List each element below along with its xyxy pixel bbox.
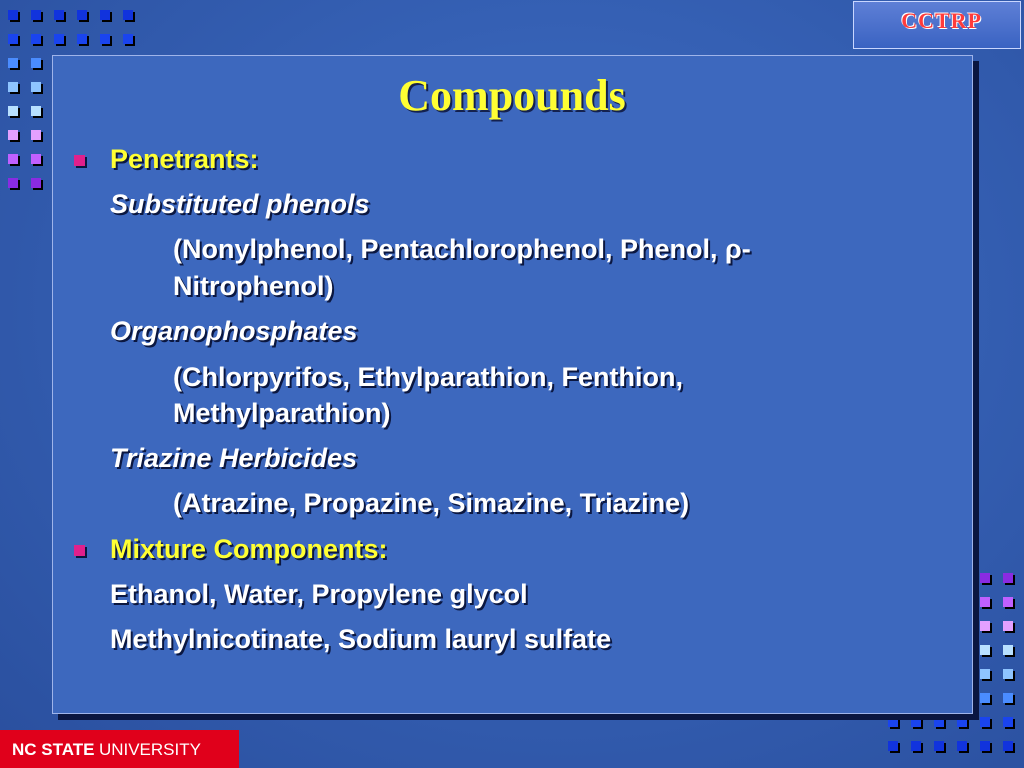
decorative-square [934,741,944,751]
mixture-line-1: Ethanol, Water, Propylene glycol [110,579,528,609]
decorative-square [8,58,18,68]
decorative-square [980,645,990,655]
decorative-square [1003,573,1013,583]
heading-triazine-herbicides: Triazine Herbicides [110,443,358,473]
decorative-square [1003,621,1013,631]
decorative-square [8,154,18,164]
bullet-icon [74,155,85,166]
ncsu-logo [0,730,239,768]
decorative-square [1003,693,1013,703]
bullet-icon [74,545,85,556]
logo-text: CCTRP [901,8,982,33]
list-triazine-herbicides: (Atrazine, Propazine, Simazine, Triazine) [173,488,690,518]
decorative-square [957,717,967,727]
decorative-square [77,34,87,44]
page-title: Compounds [398,71,626,120]
decorative-square [123,10,133,20]
list-substituted-phenols-2: Nitrophenol) [173,271,334,301]
decorative-square [8,130,18,140]
list-organophosphates-2: Methylparathion) [173,398,391,428]
decorative-square [100,10,110,20]
decorative-square [31,154,41,164]
decorative-square [54,10,64,20]
decorative-square [980,717,990,727]
decorative-square [911,741,921,751]
decorative-square [31,58,41,68]
decorative-square [980,669,990,679]
decorative-square [31,10,41,20]
heading-organophosphates: Organophosphates [110,316,358,346]
bullet-mixture-components: Mixture Components: [110,534,388,564]
ncsu-logo-regular: UNIVERSITY [98,740,201,759]
decorative-square [54,34,64,44]
list-substituted-phenols-1: (Nonylphenol, Pentachlorophenol, Phenol, ρ- [173,234,751,264]
decorative-square [980,693,990,703]
mixture-line-2: Methylnicotinate, Sodium lauryl sulfate [110,624,612,654]
decorative-square [934,717,944,727]
heading-substituted-phenols: Substituted phenols [110,189,370,219]
decorative-square [1003,741,1013,751]
decorative-square [100,34,110,44]
decorative-square [1003,645,1013,655]
decorative-square [31,130,41,140]
list-organophosphates-1: (Chlorpyrifos, Ethylparathion, Fenthion, [173,362,683,392]
decorative-square [980,597,990,607]
ncsu-logo-bold: NC STATE [12,740,95,759]
decorative-square [888,717,898,727]
decorative-square [1003,717,1013,727]
decorative-square [8,178,18,188]
decorative-square [980,573,990,583]
decorative-square [77,10,87,20]
decorative-square [957,741,967,751]
decorative-square [911,717,921,727]
decorative-square [31,178,41,188]
decorative-square [8,34,18,44]
decorative-square [980,741,990,751]
decorative-square [31,34,41,44]
decorative-square [8,10,18,20]
decorative-square [1003,597,1013,607]
decorative-square [1003,669,1013,679]
decorative-square [980,621,990,631]
decorative-square [123,34,133,44]
cctrp-logo [853,1,1021,49]
decorative-square [888,741,898,751]
bullet-penetrants: Penetrants: [110,144,259,174]
